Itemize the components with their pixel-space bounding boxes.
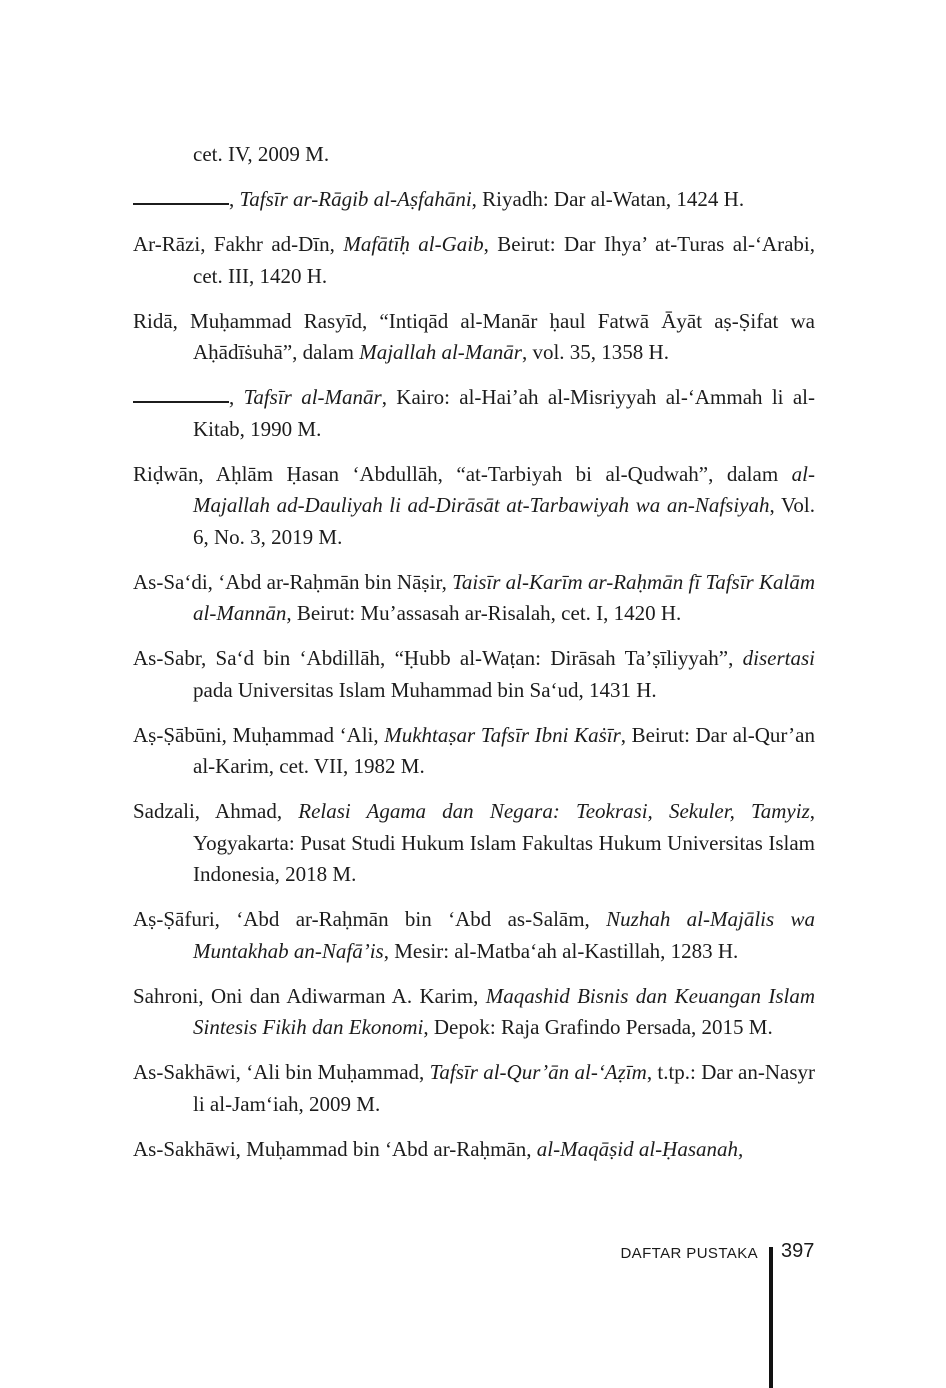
bibliography-entry: Aṣ-Ṣābūni, Muḥammad ‘Ali, Mukhtaṣar Tafsīr Ibni Kaṡīr, Beirut: Dar al-Qur’an al-Karim, cet. VII, 1982 M. (133, 722, 815, 778)
bibliography-entry: As-Sabr, Sa‘d bin ‘Abdillāh, “Ḥubb al-Waṭan: Dirāsah Ta’ṣīliyyah”, disertasi pada Universitas Islam Muhammad bin Sa‘ud, 1431 H. (133, 646, 815, 702)
repeated-author-rule (133, 201, 229, 205)
page-number: 397 (781, 1240, 815, 1262)
bibliography-entry: Ar-Rāzi, Fakhr ad-Dīn, Mafātīḥ al-Gaib, Beirut: Dar Ihya’ at-Turas al-‘Arabi, cet. III, 1420 H. (133, 232, 815, 288)
entry-title-italic: Majallah al-Manār (359, 340, 522, 364)
entry-title-italic: Maqashid Bisnis dan Keuangan Islam Sintesis Fikih dan Ekonomi (193, 983, 816, 1039)
bibliography-entry: Riḍwān, Aḥlām Ḥasan ‘Abdullāh, “at-Tarbiyah bi al-Qudwah”, dalam al-Majallah ad-Dauliyah li ad-Dirāsāt at-Tarbawiyah wa an-Nafsiyah, Vol. 6, No. 3, 2019 M. (133, 461, 815, 549)
entry-title-italic: Tafsīr al-Manār (243, 385, 382, 409)
entry-title-italic: Mafātīḥ al-Gaib (343, 232, 484, 256)
bibliography-entry: Sadzali, Ahmad, Relasi Agama dan Negara: Teokrasi, Sekuler, Tamyiz, Yogyakarta: Pusat Studi Hukum Islam Fakultas Hukum Universitas Islam Indonesia, 2018 M. (133, 799, 815, 886)
entry-title-italic: Mukhtaṣar Tafsīr Ibni Kaṡīr (384, 722, 621, 747)
entry-title-italic: Relasi Agama dan Negara: Teokrasi, Sekuler, Tamyiz (298, 799, 810, 823)
entry-title-italic: al-Majallah ad-Dauliyah li ad-Dirāsāt at-Tarbawiyah wa an-Nafsiyah (193, 461, 815, 517)
bibliography-entry: Aṣ-Ṣāfuri, ‘Abd ar-Raḥmān bin ‘Abd as-Salām, Nuzhah al-Majālis wa Muntakhab an-Nafā’is, Mesir: al-Matba‘ah al-Kastillah, 1283 H. (133, 907, 816, 963)
entry-title-italic: Taisīr al-Karīm ar-Raḥmān fī Tafsīr Kalām al-Mannān (193, 569, 815, 625)
entry-title-italic: Tafsīr al-Qur’ān al-‘Aẓīm (429, 1060, 647, 1084)
bibliography-entry: , Tafsīr ar-Rāgib al-Aṣfahāni, Riyadh: Dar al-Watan, 1424 H. (133, 184, 815, 216)
entry-title-italic: al-Maqāṣid al-Ḥasanah, (536, 1136, 744, 1161)
bibliography-entry: As-Sakhāwi, ‘Ali bin Muḥammad, Tafsīr al-Qur’ān al-‘Aẓīm, t.tp.: Dar an-Nasyr li al-Jam‘iah, 2009 M. (133, 1060, 816, 1116)
bibliography-entry: As-Sakhāwi, Muḥammad bin ‘Abd ar-Raḥmān, al-Maqāṣid al-Ḥasanah, (133, 1136, 744, 1161)
footer-divider (769, 1247, 773, 1388)
bibliography-entry: , Tafsīr al-Manār, Kairo: al-Hai’ah al-Misriyyah al-‘Ammah li al-Kitab, 1990 M. (133, 382, 815, 445)
repeated-author-rule (133, 399, 229, 403)
entry-title-italic: disertasi (742, 646, 815, 670)
footer-section-label: DAFTAR PUSTAKA (620, 1245, 758, 1262)
bibliography-entry: Sahroni, Oni dan Adiwarman A. Karim, Maqashid Bisnis dan Keuangan Islam Sintesis Fikih dan Ekonomi, Depok: Raja Grafindo Persada, 2015 M. (133, 983, 816, 1039)
entry-title-italic: Tafsīr ar-Rāgib al-Aṣfahāni (239, 187, 472, 211)
bibliography-entry: Ridā, Muḥammad Rasyīd, “Intiqād al-Manār ḥaul Fatwā Āyāt aṣ-Ṣifat wa Aḥādīṡuhā”, dalam Majallah al-Manār, vol. 35, 1358 H. (133, 308, 815, 364)
bibliography-list (133, 139, 815, 1179)
bibliography-entry: cet. IV, 2009 M. (193, 142, 330, 166)
entry-title-italic: Nuzhah al-Majālis wa Muntakhab an-Nafā’is (193, 907, 816, 963)
bibliography-entry: As-Sa‘di, ‘Abd ar-Raḥmān bin Nāṣir, Taisīr al-Karīm ar-Raḥmān fī Tafsīr Kalām al-Mannān, Beirut: Mu’assasah ar-Risalah, cet. I, 1420 H. (133, 569, 815, 625)
